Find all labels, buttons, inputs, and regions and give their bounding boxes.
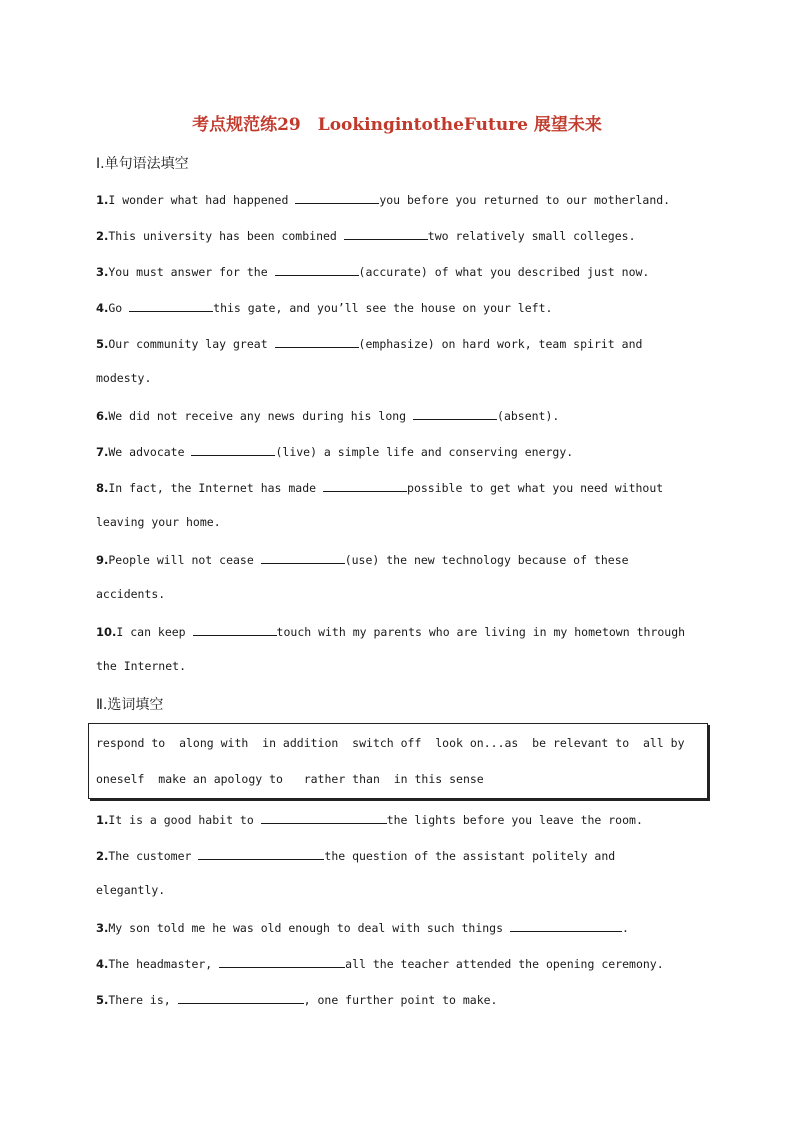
word-bank-row-1: respond to along with in addition switch off look on...as be relevant to all by — [96, 736, 685, 750]
question-9-continued: accidents. — [96, 587, 166, 601]
question-9: 9.People will not cease (use) the new technology because of these — [96, 553, 629, 567]
question-5-continued: modesty. — [96, 371, 152, 385]
question-10: 10.I can keep touch with my parents who are living in my hometown through — [96, 625, 686, 639]
answer-blank[interactable] — [275, 335, 359, 348]
fill-question-2: 2.The customer the question of the assistant politely and — [96, 849, 616, 863]
answer-blank[interactable] — [178, 991, 304, 1004]
question-4: 4.Go this gate, and you’ll see the house on your left. — [96, 301, 553, 315]
answer-blank[interactable] — [413, 407, 497, 420]
question-8-continued: leaving your home. — [96, 515, 221, 529]
question-7: 7.We advocate (live) a simple life and conserving energy. — [96, 445, 574, 459]
section-2-heading: Ⅱ.选词填空 — [96, 697, 164, 713]
answer-blank[interactable] — [129, 299, 213, 312]
question-2: 2.This university has been combined two relatively small colleges. — [96, 229, 636, 243]
answer-blank[interactable] — [219, 955, 345, 968]
question-8: 8.In fact, the Internet has made possible to get what you need without — [96, 481, 664, 495]
fill-question-5: 5.There is, , one further point to make. — [96, 993, 498, 1007]
fill-question-2-continued: elegantly. — [96, 883, 166, 897]
answer-blank[interactable] — [275, 263, 359, 276]
answer-blank[interactable] — [344, 227, 428, 240]
answer-blank[interactable] — [191, 443, 275, 456]
answer-blank[interactable] — [261, 811, 387, 824]
question-1: 1.I wonder what had happened you before you returned to our motherland. — [96, 193, 671, 207]
answer-blank[interactable] — [193, 623, 277, 636]
fill-question-4: 4.The headmaster, all the teacher attended the opening ceremony. — [96, 957, 664, 971]
answer-blank[interactable] — [295, 191, 379, 204]
question-5: 5.Our community lay great (emphasize) on hard work, team spirit and — [96, 337, 643, 351]
section-1-heading: Ⅰ.单句语法填空 — [96, 156, 189, 172]
fill-question-1: 1.It is a good habit to the lights before you leave the room. — [96, 813, 643, 827]
word-bank-box — [88, 723, 708, 799]
answer-blank[interactable] — [510, 919, 622, 932]
question-3: 3.You must answer for the (accurate) of what you described just now. — [96, 265, 650, 279]
question-6: 6.We did not receive any news during his long (absent). — [96, 409, 560, 423]
answer-blank[interactable] — [261, 551, 345, 564]
answer-blank[interactable] — [198, 847, 324, 860]
question-10-continued: the Internet. — [96, 659, 187, 673]
word-bank-row-2: oneself make an apology to rather than in this sense — [96, 772, 484, 786]
fill-question-3: 3.My son told me he was old enough to deal with such things . — [96, 921, 629, 935]
page-title: 考点规范练29 LookingintotheFuture 展望未来 — [192, 115, 602, 135]
answer-blank[interactable] — [323, 479, 407, 492]
